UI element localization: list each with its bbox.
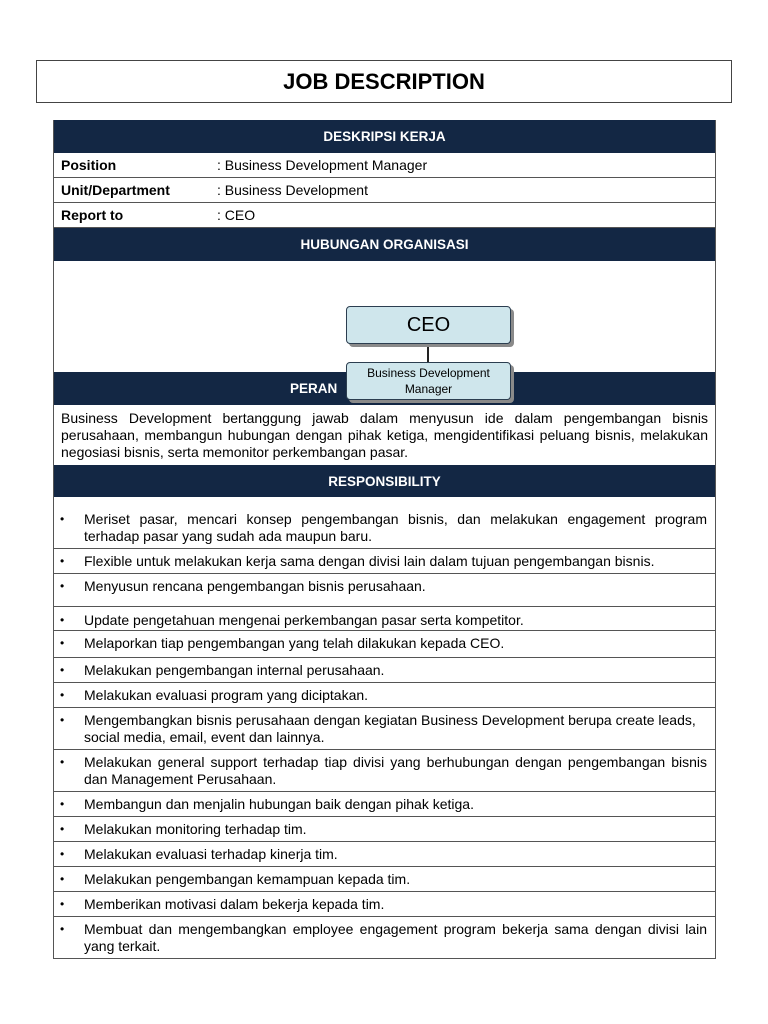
org-box-bdm <box>346 362 511 400</box>
bullet-icon: • <box>60 922 65 936</box>
list-item <box>54 817 715 842</box>
responsibility-text: Melakukan evaluasi terhadap kinerja tim. <box>84 846 338 862</box>
list-item <box>54 792 715 817</box>
list-item <box>54 892 715 917</box>
responsibility-text: Melaporkan tiap pengembangan yang telah dilakukan kepada CEO. <box>84 635 505 651</box>
info-row-report-to <box>54 203 715 228</box>
responsibility-text: Melakukan monitoring terhadap tim. <box>84 821 307 837</box>
responsibility-header: RESPONSIBILITY <box>54 465 715 497</box>
bullet-icon: • <box>60 688 65 702</box>
list-item <box>54 867 715 892</box>
bullet-icon: • <box>60 579 65 593</box>
deskripsi-header: DESKRIPSI KERJA <box>54 120 715 153</box>
bullet-icon: • <box>60 636 65 650</box>
org-box-bdm-line2: Manager <box>404 382 453 396</box>
responsibility-list <box>54 509 715 958</box>
bullet-icon: • <box>60 663 65 677</box>
info-label: Report to <box>61 207 124 223</box>
responsibility-text: Melakukan pengembangan internal perusahaan. <box>84 662 385 678</box>
info-value: : Business Development Manager <box>217 157 428 173</box>
list-item <box>54 658 715 683</box>
bullet-icon: • <box>60 872 65 886</box>
bullet-icon: • <box>60 713 65 727</box>
bullet-icon: • <box>60 847 65 861</box>
bullet-icon: • <box>60 613 65 627</box>
responsibility-text: Membangun dan menjalin hubungan baik dengan pihak ketiga. <box>84 796 474 812</box>
list-item <box>54 631 715 658</box>
list-item <box>54 683 715 708</box>
peran-description: Business Development bertanggung jawab dalam menyusun ide dalam pengembangan bisnis perusahaan, membangun hubungan dengan pihak ketiga, mengidentifikasi peluang bisnis, melakukan negosiasi bisnis, serta memonitor perkembangan pasar. <box>61 410 708 460</box>
responsibility-text: Mengembangkan bisnis perusahaan dengan kegiatan Business Development berupa create leads, social media, email, event dan lainnya. <box>84 712 696 745</box>
bullet-icon: • <box>60 554 65 568</box>
responsibility-text: Melakukan evaluasi program yang diciptakan. <box>84 687 369 703</box>
info-label: Unit/Department <box>61 182 170 198</box>
bullet-icon: • <box>60 755 65 769</box>
bullet-icon: • <box>60 897 65 911</box>
list-item <box>54 708 715 750</box>
document-title: JOB DESCRIPTION <box>36 60 732 103</box>
list-item <box>54 549 715 574</box>
responsibility-text: Meriset pasar, mencari konsep pengembangan bisnis, dan melakukan engagement program terhadap pasar yang sudah ada maupun baru. <box>84 511 707 544</box>
responsibility-text: Menyusun rencana pengembangan bisnis perusahaan. <box>84 578 426 594</box>
list-item <box>54 917 715 958</box>
responsibility-text: Melakukan general support terhadap tiap divisi yang berhubungan dengan pengembangan bisnis dan Management Perusahaan. <box>84 754 707 787</box>
job-description-table <box>53 120 716 959</box>
organisasi-header: HUBUNGAN ORGANISASI <box>54 228 715 261</box>
list-item <box>54 750 715 792</box>
responsibility-text: Melakukan pengembangan kemampuan kepada tim. <box>84 871 411 887</box>
bullet-icon: • <box>60 512 65 526</box>
info-row-position <box>54 153 715 178</box>
responsibility-text: Flexible untuk melakukan kerja sama dengan divisi lain dalam tujuan pengembangan bisnis. <box>84 553 655 569</box>
info-value: : CEO <box>217 207 256 223</box>
responsibility-text: Update pengetahuan mengenai perkembangan pasar serta kompetitor. <box>84 612 524 628</box>
list-item <box>54 842 715 867</box>
responsibility-text: Membuat dan mengembangkan employee engagement program bekerja sama dengan divisi lain yang terkait. <box>84 921 707 954</box>
org-box-ceo: CEO <box>346 306 511 344</box>
list-item <box>54 574 715 607</box>
info-label: Position <box>61 157 117 173</box>
org-connector-line <box>427 344 429 362</box>
bullet-icon: • <box>60 797 65 811</box>
info-row-department <box>54 178 715 203</box>
bullet-icon: • <box>60 822 65 836</box>
list-item <box>54 509 715 549</box>
info-value: : Business Development <box>217 182 368 198</box>
responsibility-text: Memberikan motivasi dalam bekerja kepada tim. <box>84 896 385 912</box>
peran-header-label: PERAN <box>290 381 338 396</box>
org-box-bdm-line1: Business Development <box>367 366 490 380</box>
list-item <box>54 607 715 631</box>
